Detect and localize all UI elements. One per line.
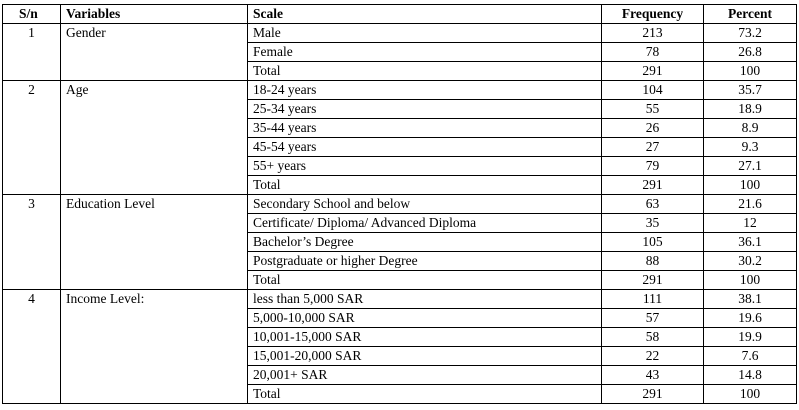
cell-scale: Bachelor’s Degree [248,233,602,252]
cell-frequency: 105 [602,233,704,252]
cell-sn [3,157,61,176]
cell-variable [61,100,248,119]
cell-frequency: 58 [602,328,704,347]
table-row [3,366,797,385]
cell-sn [3,119,61,138]
cell-scale: Secondary School and below [248,195,602,214]
table-row [3,195,797,214]
table-row [3,62,797,81]
cell-scale: 45-54 years [248,138,602,157]
cell-variable [61,252,248,271]
cell-sn [3,347,61,366]
cell-variable [61,157,248,176]
cell-frequency: 26 [602,119,704,138]
cell-sn [3,100,61,119]
table-row [3,214,797,233]
cell-scale: Total [248,176,602,195]
cell-percent: 8.9 [704,119,797,138]
cell-scale: 35-44 years [248,119,602,138]
cell-variable [61,176,248,195]
cell-percent: 100 [704,271,797,290]
header-sn: S/n [3,5,61,24]
demographics-table [2,4,797,404]
cell-variable [61,347,248,366]
cell-sn [3,271,61,290]
cell-variable [61,62,248,81]
header-frequency: Frequency [602,5,704,24]
cell-scale: Female [248,43,602,62]
cell-sn [3,366,61,385]
cell-variable [61,366,248,385]
cell-percent: 38.1 [704,290,797,309]
cell-frequency: 79 [602,157,704,176]
cell-sn [3,385,61,404]
cell-percent: 30.2 [704,252,797,271]
cell-percent: 100 [704,176,797,195]
cell-percent: 12 [704,214,797,233]
cell-sn [3,62,61,81]
table-row [3,290,797,309]
table-body [3,24,797,404]
cell-percent: 21.6 [704,195,797,214]
cell-scale: 18-24 years [248,81,602,100]
cell-frequency: 111 [602,290,704,309]
cell-variable [61,385,248,404]
table-row [3,252,797,271]
cell-variable: Income Level: [61,290,248,309]
cell-percent: 36.1 [704,233,797,252]
cell-frequency: 291 [602,385,704,404]
table-row [3,24,797,43]
cell-variable [61,119,248,138]
cell-sn: 2 [3,81,61,100]
cell-sn [3,176,61,195]
cell-percent: 27.1 [704,157,797,176]
cell-sn: 4 [3,290,61,309]
cell-variable [61,328,248,347]
cell-variable: Gender [61,24,248,43]
cell-scale: Total [248,271,602,290]
cell-percent: 19.6 [704,309,797,328]
cell-scale: Postgraduate or higher Degree [248,252,602,271]
cell-scale: Total [248,385,602,404]
cell-variable [61,233,248,252]
cell-scale: less than 5,000 SAR [248,290,602,309]
header-scale: Scale [248,5,602,24]
cell-variable [61,43,248,62]
cell-percent: 26.8 [704,43,797,62]
table-row [3,176,797,195]
cell-sn: 3 [3,195,61,214]
cell-frequency: 78 [602,43,704,62]
cell-sn [3,214,61,233]
cell-sn [3,233,61,252]
cell-frequency: 88 [602,252,704,271]
cell-variable [61,138,248,157]
cell-scale: 20,001+ SAR [248,366,602,385]
table-row [3,233,797,252]
cell-sn [3,138,61,157]
header-variables: Variables [61,5,248,24]
cell-percent: 9.3 [704,138,797,157]
cell-frequency: 27 [602,138,704,157]
cell-frequency: 291 [602,62,704,81]
cell-scale: 55+ years [248,157,602,176]
cell-percent: 19.9 [704,328,797,347]
table-row [3,328,797,347]
cell-sn [3,309,61,328]
cell-sn [3,43,61,62]
cell-percent: 18.9 [704,100,797,119]
header-row [3,5,797,24]
table-row [3,43,797,62]
cell-variable: Education Level [61,195,248,214]
cell-frequency: 43 [602,366,704,385]
cell-frequency: 213 [602,24,704,43]
cell-percent: 35.7 [704,81,797,100]
table-row [3,81,797,100]
cell-scale: 5,000-10,000 SAR [248,309,602,328]
header-percent: Percent [704,5,797,24]
table-row [3,138,797,157]
cell-scale: Certificate/ Diploma/ Advanced Diploma [248,214,602,233]
table-row [3,100,797,119]
cell-scale: Total [248,62,602,81]
table-row [3,385,797,404]
cell-variable [61,309,248,328]
cell-sn [3,252,61,271]
cell-scale: 10,001-15,000 SAR [248,328,602,347]
cell-frequency: 291 [602,176,704,195]
cell-percent: 73.2 [704,24,797,43]
cell-frequency: 104 [602,81,704,100]
cell-variable: Age [61,81,248,100]
cell-scale: 15,001-20,000 SAR [248,347,602,366]
cell-sn: 1 [3,24,61,43]
table-row [3,157,797,176]
cell-frequency: 63 [602,195,704,214]
table-row [3,119,797,138]
cell-scale: 25-34 years [248,100,602,119]
cell-frequency: 291 [602,271,704,290]
cell-frequency: 22 [602,347,704,366]
cell-frequency: 55 [602,100,704,119]
cell-scale: Male [248,24,602,43]
table-row [3,347,797,366]
cell-percent: 14.8 [704,366,797,385]
cell-variable [61,214,248,233]
cell-percent: 7.6 [704,347,797,366]
cell-frequency: 57 [602,309,704,328]
cell-sn [3,328,61,347]
table-row [3,271,797,290]
cell-percent: 100 [704,62,797,81]
table-row [3,309,797,328]
cell-variable [61,271,248,290]
cell-frequency: 35 [602,214,704,233]
cell-percent: 100 [704,385,797,404]
